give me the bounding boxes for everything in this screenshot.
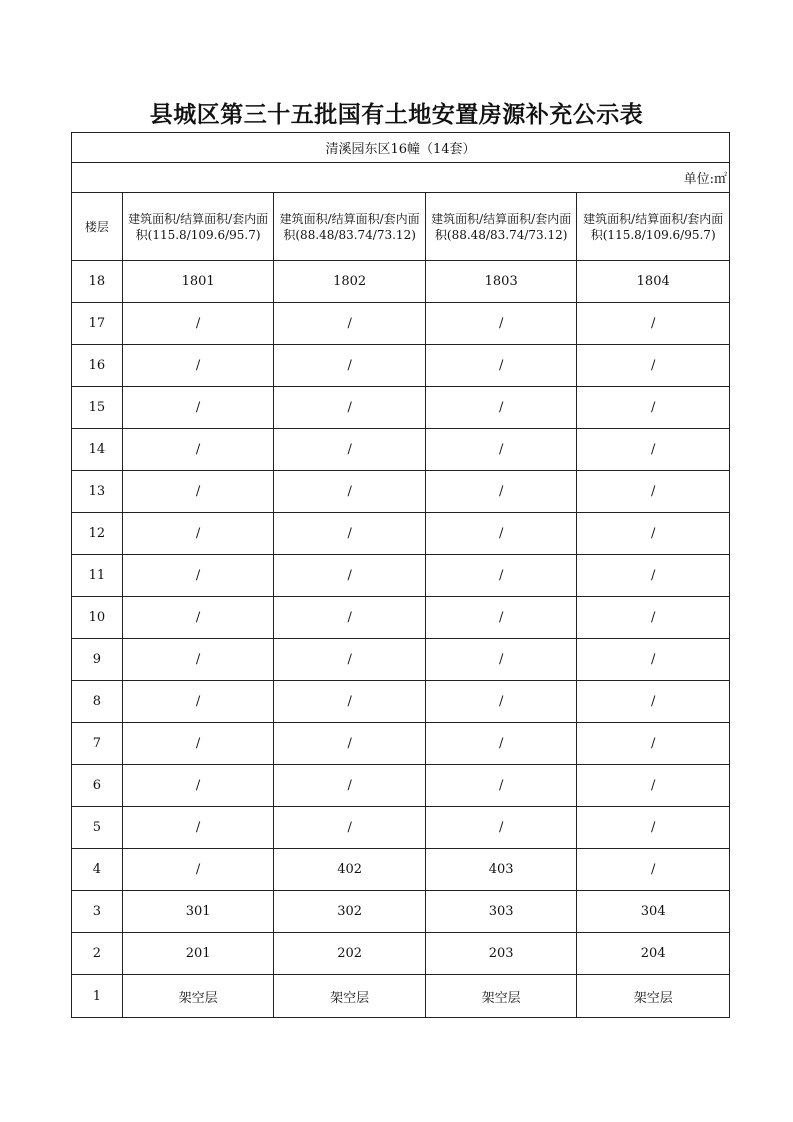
header-unit-type-c: 建筑面积/结算面积/套内面积(88.48/83.74/73.12) [426,193,578,260]
unit-cell: / [426,345,578,386]
floor-cell: 5 [72,807,123,848]
header-unit-type-a: 建筑面积/结算面积/套内面积(115.8/109.6/95.7) [123,193,275,260]
unit-cell: / [123,387,275,428]
floor-cell: 12 [72,513,123,554]
unit-cell: / [651,778,656,793]
unit-cell: / [274,471,426,512]
unit-cell: / [274,345,426,386]
floor-cell: 10 [72,597,123,638]
unit-cell: / [426,807,578,848]
unit-cell: / [274,597,426,638]
table-row [72,765,729,807]
unit-cell: / [426,555,578,596]
table-row [72,597,729,639]
unit-cell: / [426,387,578,428]
table-row [72,849,729,891]
unit-cell: 402 [274,849,426,890]
unit-cell: / [651,442,656,457]
unit-cell: / [274,303,426,344]
unit-cell: / [123,597,275,638]
unit-cell: 1801 [123,261,275,302]
unit-cell: 301 [123,891,275,932]
table-body [72,261,729,1017]
unit-cell: 202 [274,933,426,974]
table-row [72,681,729,723]
table-row [72,303,729,345]
unit-cell: / [651,820,656,835]
unit-cell: / [123,429,275,470]
table-row [72,471,729,513]
floor-cell: 9 [72,639,123,680]
unit-cell: / [651,694,656,709]
unit-cell: / [651,316,656,331]
unit-cell: / [274,513,426,554]
table-row [72,975,729,1017]
header-floor: 楼层 [72,193,123,260]
unit-cell: / [651,526,656,541]
table-row [72,639,729,681]
unit-cell: 304 [640,904,666,919]
floor-cell: 16 [72,345,123,386]
floor-cell: 8 [72,681,123,722]
unit-cell: / [123,723,275,764]
table-row [72,933,729,975]
table-row [72,513,729,555]
table-row [72,387,729,429]
header-row [72,193,729,261]
unit-cell: / [274,429,426,470]
floor-cell: 2 [72,933,123,974]
table-row [72,261,729,303]
unit-cell: 架空层 [633,990,673,1006]
unit-cell: / [651,652,656,667]
table-row [72,429,729,471]
unit-cell: 204 [640,946,666,961]
unit-cell: / [123,639,275,680]
floor-cell: 18 [72,261,123,302]
unit-cell: / [123,849,275,890]
floor-cell: 15 [72,387,123,428]
unit-cell: 201 [123,933,275,974]
unit-cell: 1804 [636,274,670,289]
table-row [72,555,729,597]
floor-cell: 13 [72,471,123,512]
unit-cell: / [274,387,426,428]
unit-cell: / [426,513,578,554]
floor-cell: 1 [72,975,123,1017]
unit-cell: / [123,681,275,722]
unit-cell: / [651,484,656,499]
unit-cell: / [426,429,578,470]
unit-cell: / [651,400,656,415]
unit-cell: 302 [274,891,426,932]
unit-cell: / [426,639,578,680]
unit-row [72,163,729,193]
unit-cell: / [651,568,656,583]
unit-cell: / [123,303,275,344]
unit-cell: / [426,303,578,344]
unit-cell: / [651,610,656,625]
unit-cell: / [274,681,426,722]
floor-cell: 4 [72,849,123,890]
unit-cell: 403 [426,849,578,890]
floor-cell: 11 [72,555,123,596]
page-title: 县城区第三十五批国有土地安置房源补充公示表 [149,102,644,128]
unit-cell: / [274,555,426,596]
unit-cell: / [426,471,578,512]
unit-cell: / [123,345,275,386]
unit-cell: 303 [426,891,578,932]
unit-cell: / [651,736,656,751]
unit-cell: / [651,358,656,373]
floor-cell: 14 [72,429,123,470]
unit-cell: / [426,681,578,722]
floor-cell: 3 [72,891,123,932]
unit-cell: / [274,639,426,680]
header-unit-type-b: 建筑面积/结算面积/套内面积(88.48/83.74/73.12) [274,193,426,260]
unit-label: 单位:㎡ [683,172,727,187]
unit-cell: / [274,765,426,806]
floor-cell: 6 [72,765,123,806]
unit-cell: / [123,807,275,848]
table-row [72,723,729,765]
table-row [72,345,729,387]
unit-cell: 架空层 [123,975,275,1017]
header-unit-type-d: 建筑面积/结算面积/套内面积(115.8/109.6/95.7) [583,211,724,242]
table-row [72,807,729,849]
housing-table [71,132,730,1018]
unit-cell: 架空层 [274,975,426,1017]
floor-cell: 17 [72,303,123,344]
unit-cell: / [274,807,426,848]
unit-cell: / [274,723,426,764]
building-name: 清溪园东区16幢（14套） [325,142,476,157]
building-row [72,133,729,163]
unit-cell: 1803 [426,261,578,302]
unit-cell: 203 [426,933,578,974]
unit-cell: / [426,723,578,764]
unit-cell: 架空层 [426,975,578,1017]
unit-cell: / [651,862,656,877]
floor-cell: 7 [72,723,123,764]
table-row [72,891,729,933]
unit-cell: / [426,597,578,638]
unit-cell: / [123,513,275,554]
unit-cell: / [123,471,275,512]
unit-cell: 1802 [274,261,426,302]
unit-cell: / [123,555,275,596]
unit-cell: / [426,765,578,806]
unit-cell: / [123,765,275,806]
